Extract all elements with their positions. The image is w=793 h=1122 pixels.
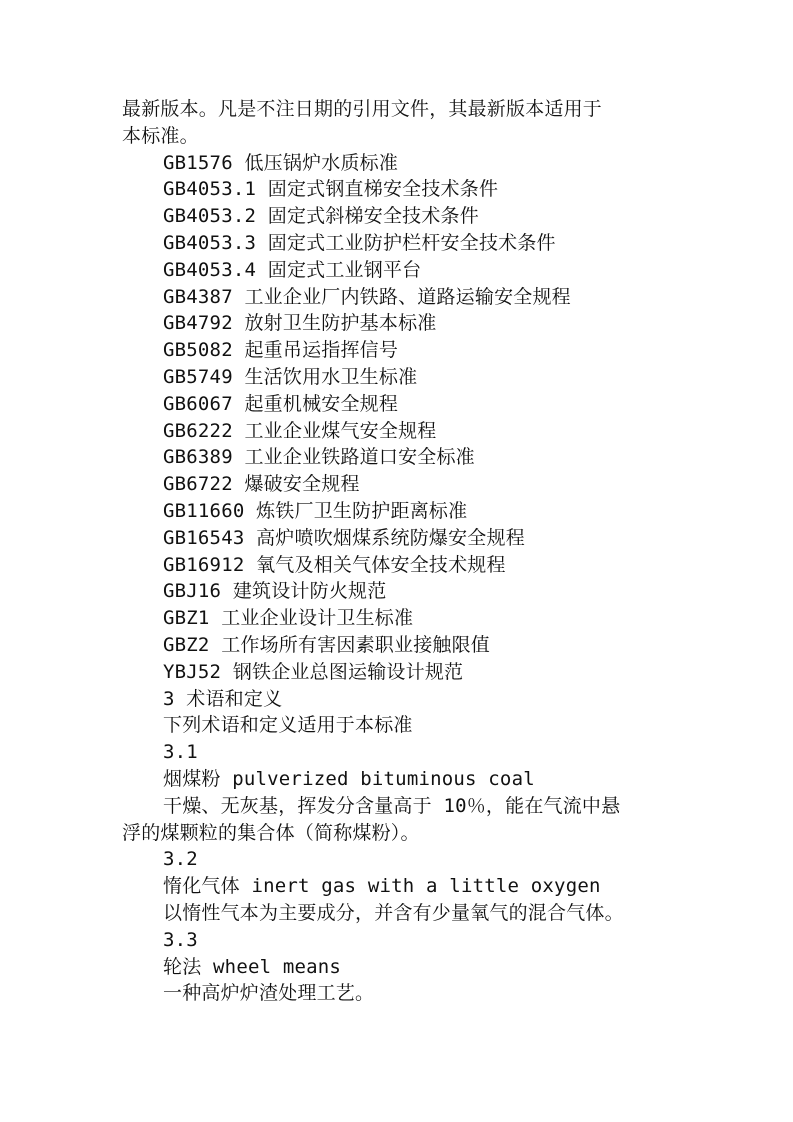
text-line: GB5749 生活饮用水卫生标准 (163, 365, 418, 388)
text-line: 下列术语和定义适用于本标准 (163, 714, 413, 737)
document-body (122, 96, 682, 1007)
text-line: GBJ16 建筑设计防火规范 (163, 580, 387, 603)
text-line: 3 术语和定义 (163, 687, 283, 710)
text-line: GB16543 高炉喷吹烟煤系统防爆安全规程 (163, 526, 525, 549)
text-line: 以惰性气本为主要成分，并含有少量氧气的混合气体。 (163, 901, 624, 924)
text-line: 一种高炉炉渣处理工艺。 (163, 982, 375, 1005)
text-line: 最新版本。凡是不注日期的引用文件，其最新版本适用于 (122, 98, 603, 120)
text-line: 3.2 (163, 848, 198, 871)
text-line: YBJ52 钢铁企业总图运输设计规范 (163, 660, 464, 683)
text-line: GB4053.2 固定式斜梯安全技术条件 (163, 205, 479, 228)
text-line: GB6722 爆破安全规程 (163, 473, 360, 496)
text-line: 惰化气体 inert gas with a little oxygen (163, 875, 601, 898)
text-line: GB11660 炼铁厂卫生防护距离标准 (163, 499, 468, 522)
text-line: GB6067 起重机械安全规程 (163, 392, 399, 415)
text-line: GBZ1 工业企业设计卫生标准 (163, 607, 414, 630)
text-line: 烟煤粉 pulverized bituminous coal (163, 767, 535, 790)
text-line: GB4053.4 固定式工业钢平台 (163, 258, 422, 281)
text-line: GB4053.1 固定式钢直梯安全技术条件 (163, 178, 499, 201)
text-line: 轮法 wheel means (163, 955, 342, 978)
text-line: GB16912 氧气及相关气体安全技术规程 (163, 553, 506, 576)
text-line: 本标准。 (122, 124, 199, 147)
text-line: 3.3 (163, 928, 198, 951)
text-line: GB1576 低压锅炉水质标准 (163, 151, 399, 174)
text-line: GB4792 放射卫生防护基本标准 (163, 312, 437, 335)
text-line: 3.1 (163, 741, 198, 764)
text-line: GB6389 工业企业铁路道口安全标准 (163, 446, 475, 469)
text-line: GB4387 工业企业厂内铁路、道路运输安全规程 (163, 285, 571, 308)
text-line: GB5082 起重吊运指挥信号 (163, 339, 399, 362)
text-line: GB6222 工业企业煤气安全规程 (163, 419, 437, 442)
text-line: GBZ2 工作场所有害因素职业接触限值 (163, 633, 490, 656)
text-line: 干燥、无灰基，挥发分含量高于 10％，能在气流中悬 (163, 794, 621, 817)
text-line: GB4053.3 固定式工业防护栏杆安全技术条件 (163, 231, 556, 254)
text-line: 浮的煤颗粒的集合体（简称煤粉）。 (122, 821, 420, 844)
